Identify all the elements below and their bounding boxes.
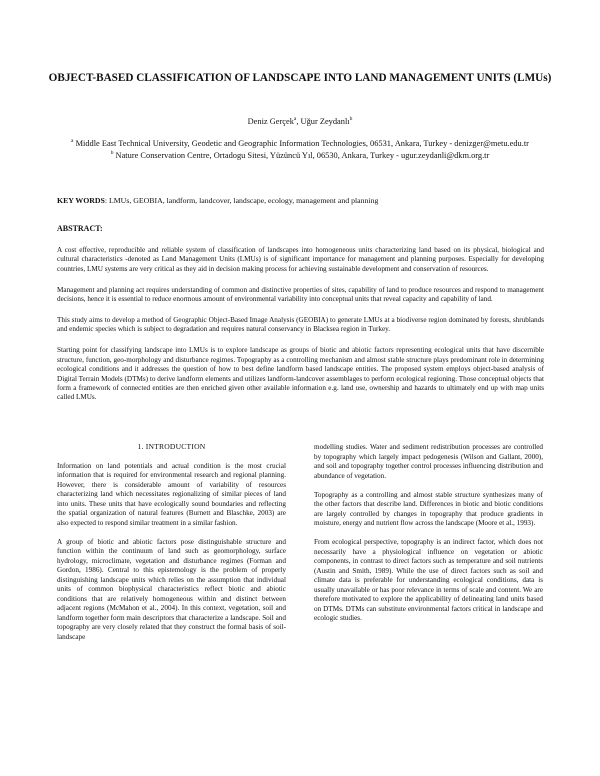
abstract-paragraph: A cost effective, reproducible and reliable system of classification of landscapes into homogeneous units characterizing land based on its physical, biological and cultural characteristics -denoted as Land Management Units (LMUs) is of significant importance for management and planning purposes. Especially for developing countries, LMU systems are very critical as they aid in decision making process for achieving sustainable development and conservation of resources. — [57, 246, 544, 273]
abstract-paragraph: Management and planning act requires understanding of common and distinctive properties of sites, capability of land to produce resources and respond to management decisions, hence it is essential to reduce enormous amount of environmental variability into conceptual units that reveal capacity and capability of land. — [57, 285, 544, 304]
affiliations — [40, 138, 560, 161]
body-paragraph: Information on land potentials and actual condition is the most crucial information that is required for environmental research and regional planning. However, there is considerable amount of variability of resources characterizing land which necessitates regionalizing of similar pieces of land into units. These units that have ecologically sound boundaries and reflecting the spatial organization of natural features (Burnett and Blaschke, 2003) are also expected to respond similar treatment in a similar fashion. — [57, 461, 286, 527]
paper-title: OBJECT-BASED CLASSIFICATION OF LANDSCAPE INTO LAND MANAGEMENT UNITS (LMUs) — [48, 72, 552, 84]
keywords-text: : LMUs, GEOBIA, landform, landcover, landscape, ecology, management and planning — [104, 196, 379, 205]
affiliation — [40, 138, 560, 150]
abstract-body — [57, 246, 544, 414]
section-heading-introduction: 1. INTRODUCTION — [137, 442, 206, 451]
author-superscript: a — [293, 116, 297, 123]
author-line — [40, 116, 560, 127]
affiliation-superscript: a — [71, 138, 74, 145]
author-name: Uğur Zeydanlı — [300, 117, 350, 126]
body-paragraph: Topography as a controlling and almost stable structure synthesizes many of the other factors that describe land. Differences in biotic and biotic conditions are largely controlled by changes in topography that produce gradients in moisture, energy and nutrient flow across the landscape (Moore et al., 1993). — [314, 490, 543, 527]
body-paragraph: A group of biotic and abiotic factors pose distinguishable structure and function within the continuum of land such as geomorphology, surface hydrology, microclimate, vegetation and disturbance regimes (Forman and Gordon, 1986). Central to this epistemology is the problem of properly distinguishing landscape units which relies on the assumption that individual units of common biophysical characteristics reflect biotic and abiotic conditions that are relatively homogeneous within and distinct between adjacent regions (McMahon et al., 2004). In this context, vegetation, soil and landform together form main descriptors that characterize a landscape. Soil and topography are very closely related that they construct the formal basis of soil-landscape — [57, 537, 286, 641]
author-superscript: b — [349, 116, 353, 123]
affiliation-text: Nature Conservation Centre, Ortadogu Sitesi, Yüzüncü Yıl, 06530, Ankara, Turkey - ugur.zeydanli@dkm.org.tr — [115, 150, 490, 160]
author-separator: , — [296, 117, 301, 126]
body-paragraph: From ecological perspective, topography is an indirect factor, which does not necessarily have a physiological influence on vegetation or abiotic components, in contrast to direct factors such as temperature and soil nutrients (Austin and Smith, 1989). While the use of direct factors such as soil and climate data is preferable for understanding ecological conditions, data is usually unavailable or has poor relevance in terms of scale and content. We are therefore motivated to explore the applicability of delineating land units based on DTMs. DTMs can substitute environmental factors critical in landscape and ecologic studies. — [314, 538, 543, 622]
author-name: Deniz Gerçek — [247, 117, 294, 126]
affiliation-superscript: b — [110, 149, 114, 156]
abstract-heading: ABSTRACT: — [57, 224, 103, 233]
abstract-paragraph: This study aims to develop a method of Geographic Object-Based Image Analysis (GEOBIA) to generate LMUs at a biodiverse region dominated by forests, shrublands and endemic species which is subject to degradation and requires natural conservancy in Blacksea region in Turkey. — [57, 316, 544, 334]
abstract-paragraph: Starting point for classifying landscape into LMUs is to explore landscape as groups of biotic and abiotic factors representing ecological units that have discernible structure, function, geo-morphology and disturbance regimes. Topography as a controlling mechanism and almost stable structure plays predominant role in determining ecological conditions and it addresses the question of how to best define landform based landscape entities. The proposed system employs object-based analysis of Digital Terrain Models (DTMs) to derive landform elements and utilizes landform-landcover assemblages to perform ecological regioning. Those conceptual objects that form a framework of connected entities are then enriched given other available information e.g. land use, ownership and hazards to ultimately end up with map units called LMUs. — [57, 346, 544, 402]
affiliation-text: Middle East Technical University, Geodetic and Geographic Information Technologies, 06531, Ankara, Turkey - denizger@metu.edu.tr — [75, 139, 529, 148]
affiliation — [40, 150, 560, 162]
left-column — [57, 442, 286, 652]
body-paragraph: modelling studies. Water and sediment redistribution processes are controlled by topography which largely impact pedogenesis (Wilson and Gallant, 2000), and soil and topography together control processes influencing distribution and abundance of vegetation. — [314, 443, 543, 480]
keywords-label: KEY WORDS — [57, 196, 105, 205]
right-column — [314, 443, 543, 633]
keywords-line — [57, 196, 547, 206]
